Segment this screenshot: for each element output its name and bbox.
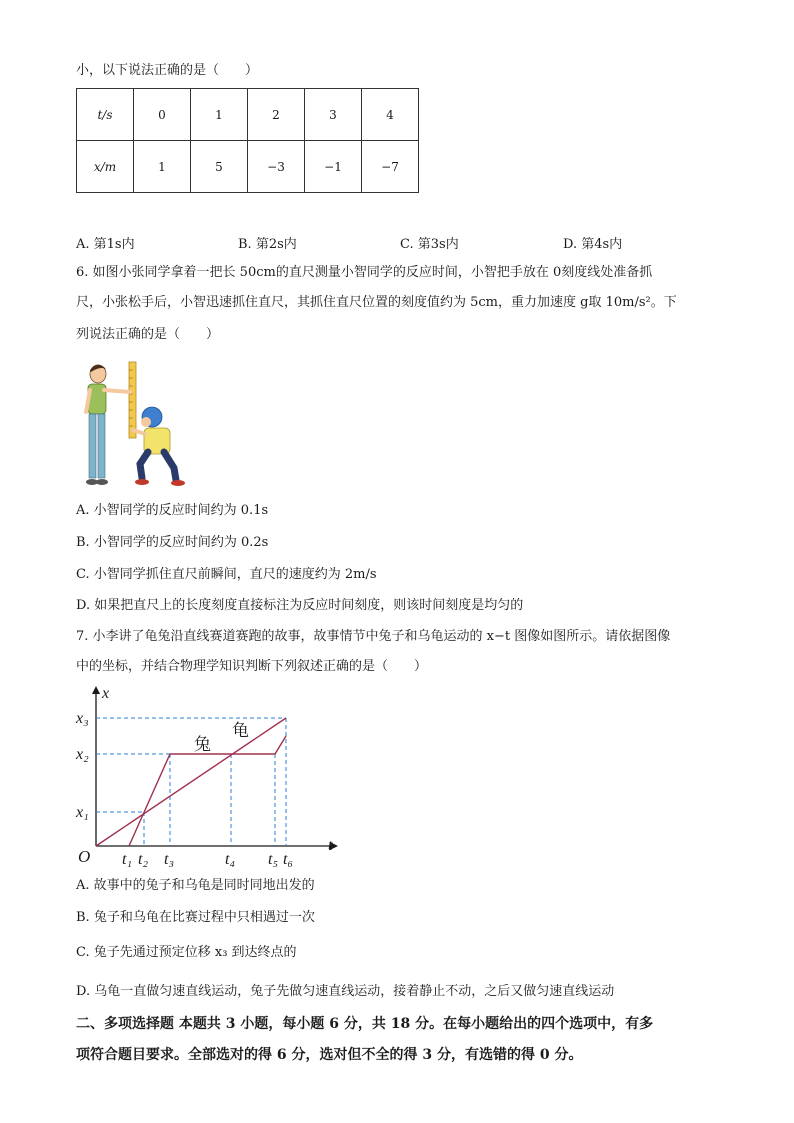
q7-option-d: D. 乌龟一直做匀速直线运动，兔子先做匀速直线运动，接着静止不动，之后又做匀速直线运动 (76, 984, 615, 999)
origin-label: O (78, 847, 91, 866)
rabbit-label: 兔 (194, 735, 211, 754)
table-cell: 1 (134, 141, 191, 193)
q5-option-c: C. 第3s内 (400, 237, 459, 252)
table-cell: −3 (248, 141, 305, 193)
q5-option-a: A. 第1s内 (76, 237, 135, 252)
table-row (77, 141, 419, 193)
table-cell: 1 (191, 89, 248, 141)
q7-option-a: A. 故事中的兔子和乌龟是同时同地出发的 (76, 878, 315, 893)
x-tick-t6: t₆ (283, 851, 294, 868)
q7-option-c: C. 兔子先通过预定位移 x₃ 到达终点的 (76, 945, 297, 960)
x-tick-t2: t₂ (138, 851, 149, 868)
q6-option-c: C. 小智同学抓住直尺前瞬间，直尺的速度约为 2m/s (76, 567, 377, 582)
q5-option-d: D. 第4s内 (563, 237, 623, 252)
table-cell: −1 (305, 141, 362, 193)
y-axis-arrow (92, 686, 100, 694)
y-tick-x1: x₁ (76, 804, 89, 821)
q6-option-d: D. 如果把直尺上的长度刻度直接标注为反应时间刻度，则该时间刻度是均匀的 (76, 598, 524, 613)
table-cell: 2 (248, 89, 305, 141)
x-t-graph (72, 684, 342, 870)
table-header-cell: x/m (77, 141, 134, 193)
y-tick-x2: x₂ (76, 746, 89, 763)
y-axis-label: x (102, 685, 110, 702)
q5-option-b: B. 第2s内 (238, 237, 297, 252)
x-tick-t4: t₄ (225, 851, 236, 868)
turtle-label: 龟 (232, 721, 249, 740)
q5-intro: 小，以下说法正确的是（ ） (76, 63, 259, 78)
turtle-line (96, 718, 286, 846)
section2-heading-line-2: 项符合题目要求。全部选对的得 6 分，选对但不全的得 3 分，有选错的得 0 分。 (76, 1047, 583, 1063)
q5-table (76, 88, 419, 193)
table-cell: 5 (191, 141, 248, 193)
table-cell: 4 (362, 89, 419, 141)
table-cell: 3 (305, 89, 362, 141)
q7-line-1: 7. 小李讲了龟兔沿直线赛道赛跑的故事，故事情节中兔子和乌龟运动的 x−t 图像如图所示。请依据图像 (76, 629, 671, 644)
table-header-cell: t/s (77, 89, 134, 141)
table-row (77, 89, 419, 141)
x-axis-label: t (328, 837, 333, 854)
x-tick-t1: t₁ (122, 851, 133, 868)
q6-option-a: A. 小智同学的反应时间约为 0.1s (76, 503, 269, 518)
q6-line-2: 尺，小张松手后，小智迅速抓住直尺，其抓住直尺位置的刻度值约为 5cm，重力加速度 g取 10m/s²。下 (76, 295, 677, 310)
q6-line-1: 6. 如图小张同学拿着一把长 50cm的直尺测量小智同学的反应时间，小智把手放在 0刻度线处准备抓 (76, 265, 653, 280)
x-tick-t3: t₃ (164, 851, 175, 868)
q7-line-2: 中的坐标，并结合物理学知识判断下列叙述正确的是（ ） (76, 659, 428, 674)
table-cell: 0 (134, 89, 191, 141)
reaction-time-illustration (78, 360, 188, 490)
x-tick-t5: t₅ (268, 851, 279, 868)
q6-option-b: B. 小智同学的反应时间约为 0.2s (76, 535, 269, 550)
q6-line-3: 列说法正确的是（ ） (76, 327, 220, 342)
table-cell: −7 (362, 141, 419, 193)
section2-heading-line-1: 二、多项选择题 本题共 3 小题，每小题 6 分，共 18 分。在每小题给出的四个选项中，有多 (76, 1016, 654, 1032)
q7-option-b: B. 兔子和乌龟在比赛过程中只相遇过一次 (76, 910, 315, 925)
y-tick-x3: x₃ (76, 710, 89, 727)
